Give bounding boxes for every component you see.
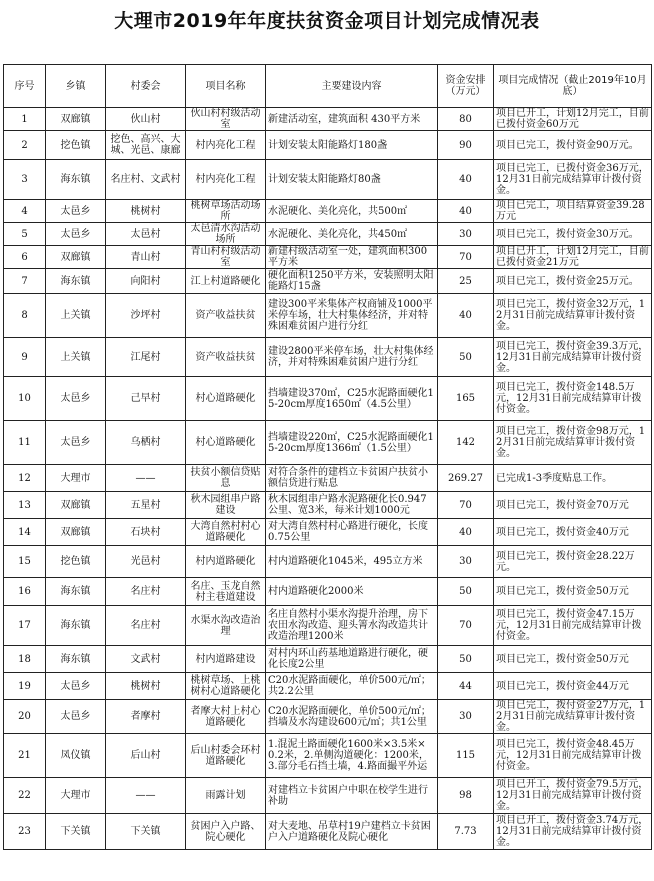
cell-funds: 30 — [438, 223, 494, 246]
cell-town: 太邑乡 — [46, 200, 106, 223]
table-row — [4, 200, 652, 223]
cell-funds: 115 — [438, 734, 494, 778]
cell-town: 双廊镇 — [46, 246, 106, 269]
cell-town: 海东镇 — [46, 646, 106, 673]
cell-funds: 44 — [438, 673, 494, 700]
cell-village: 文武村 — [106, 646, 186, 673]
cell-status: 项目已完工，拨付资金25万元。 — [494, 269, 652, 294]
cell-funds: 70 — [438, 492, 494, 519]
cell-project: 贫困户入户路、院心硬化 — [186, 814, 266, 850]
cell-status: 项目已完工，拨付资金39.3万元，12月31日前完成结算审计拨付资金。 — [494, 338, 652, 377]
cell-village: 者摩村 — [106, 700, 186, 734]
header-funds: 资金安排（万元） — [438, 65, 494, 108]
cell-village: 名庄村 — [106, 606, 186, 646]
cell-town: 下关镇 — [46, 814, 106, 850]
cell-status: 项目已完工，拨付资金50万元 — [494, 646, 652, 673]
table-row — [4, 223, 652, 246]
cell-village: 石块村 — [106, 519, 186, 546]
cell-town: 海东镇 — [46, 269, 106, 294]
cell-town: 挖色镇 — [46, 131, 106, 160]
cell-content: 建设2800平米停车场，壮大村集体经济，并对特殊困难贫困户进行分红 — [266, 338, 438, 377]
cell-project: 后山村委会环村道路硬化 — [186, 734, 266, 778]
cell-town: 上关镇 — [46, 338, 106, 377]
cell-content: 对大湾自然村村心路进行硬化，长度0.75公里 — [266, 519, 438, 546]
cell-village: 五星村 — [106, 492, 186, 519]
cell-village: 下关镇 — [106, 814, 186, 850]
cell-village: —— — [106, 465, 186, 492]
cell-town: 太邑乡 — [46, 673, 106, 700]
cell-no: 16 — [4, 578, 46, 606]
cell-town: 大理市 — [46, 778, 106, 814]
cell-status: 项目已完工，拨付资金48.45万元，12月31日前完成结算审计拨付资金。 — [494, 734, 652, 778]
header-project: 项目名称 — [186, 65, 266, 108]
cell-project: 雨露计划 — [186, 778, 266, 814]
cell-content: 村内道路硬化2000米 — [266, 578, 438, 606]
cell-no: 11 — [4, 421, 46, 465]
table-row — [4, 814, 652, 850]
cell-funds: 269.27 — [438, 465, 494, 492]
cell-project: 江上村道路硬化 — [186, 269, 266, 294]
cell-town: 大理市 — [46, 465, 106, 492]
cell-status: 项目已完工，拨付资金98万元，12月31日前完成结算审计拨付资金。 — [494, 421, 652, 465]
cell-funds: 50 — [438, 646, 494, 673]
cell-content: 对符合条件的建档立卡贫困户扶贫小额信贷进行贴息 — [266, 465, 438, 492]
cell-status: 项目已开工，计划12月完工，目前已拨付资金60万元 — [494, 108, 652, 131]
document-title: 大理市2019年年度扶贫资金项目计划完成情况表 — [114, 10, 540, 32]
cell-project: 名庄、玉龙自然村主巷道建设 — [186, 578, 266, 606]
cell-village: 光邑村 — [106, 546, 186, 578]
cell-village: 后山村 — [106, 734, 186, 778]
cell-content: C20水泥路面硬化，单价500元/㎡；挡墙及水沟建设600元/㎡；共1公里 — [266, 700, 438, 734]
cell-village: 己早村 — [106, 377, 186, 421]
table-row — [4, 546, 652, 578]
cell-funds: 70 — [438, 246, 494, 269]
header-row — [4, 65, 652, 108]
cell-village: 沙坪村 — [106, 294, 186, 338]
cell-project: 水渠水沟改造治理 — [186, 606, 266, 646]
cell-status: 项目已开工，拨付资金79.5万元，12月31日前完成结算审计拨付资金。 — [494, 778, 652, 814]
cell-content: 计划安装太阳能路灯80盏 — [266, 160, 438, 200]
table-row — [4, 294, 652, 338]
cell-project: 青山村村级活动室 — [186, 246, 266, 269]
cell-town: 上关镇 — [46, 294, 106, 338]
table-row — [4, 246, 652, 269]
table-row — [4, 646, 652, 673]
cell-no: 19 — [4, 673, 46, 700]
table-row — [4, 673, 652, 700]
cell-content: 对建档立卡贫困户中职在校学生进行补助 — [266, 778, 438, 814]
table-row — [4, 377, 652, 421]
cell-funds: 30 — [438, 700, 494, 734]
cell-funds: 90 — [438, 131, 494, 160]
cell-no: 2 — [4, 131, 46, 160]
cell-project: 太邑清水沟活动场所 — [186, 223, 266, 246]
table-row — [4, 606, 652, 646]
header-town: 乡镇 — [46, 65, 106, 108]
cell-project: 村内道路硬化 — [186, 546, 266, 578]
table-row — [4, 578, 652, 606]
cell-village: 太邑村 — [106, 223, 186, 246]
cell-no: 20 — [4, 700, 46, 734]
funds-table — [3, 64, 652, 850]
table-row — [4, 700, 652, 734]
cell-content: 1.混泥土路面硬化1600米×3.5米×0.2米，2.单侧沟道硬化：1200米，3.部分毛石挡土墙，4.路面撮平外运 — [266, 734, 438, 778]
cell-project: 桃树草场活动场所 — [186, 200, 266, 223]
cell-project: 村内道路建设 — [186, 646, 266, 673]
cell-village: —— — [106, 778, 186, 814]
cell-no: 14 — [4, 519, 46, 546]
table-body — [4, 108, 652, 850]
cell-no: 8 — [4, 294, 46, 338]
cell-content: 挡墙建设370㎡，C25水泥路面硬化15-20cm厚度1650㎡（4.5公里） — [266, 377, 438, 421]
header-no: 序号 — [4, 65, 46, 108]
cell-status: 项目已完工，拨付资金90万元。 — [494, 131, 652, 160]
cell-project: 者摩大村上村心道路硬化 — [186, 700, 266, 734]
cell-no: 4 — [4, 200, 46, 223]
cell-content: 计划安装太阳能路灯180盏 — [266, 131, 438, 160]
cell-no: 10 — [4, 377, 46, 421]
cell-project: 扶贫小额信贷贴息 — [186, 465, 266, 492]
cell-funds: 165 — [438, 377, 494, 421]
cell-content: 挡墙建设220㎡，C25水泥路面硬化15-20cm厚度1366㎡（1.5公里） — [266, 421, 438, 465]
cell-content: 对村内环山药基地道路进行硬化，硬化长度2公里 — [266, 646, 438, 673]
cell-project: 秋木园组串户路建设 — [186, 492, 266, 519]
cell-content: 村内道路硬化1045米，495立方米 — [266, 546, 438, 578]
table-row — [4, 269, 652, 294]
cell-town: 太邑乡 — [46, 377, 106, 421]
cell-content: C20水泥路面硬化，单价500元/㎡；共2.2公里 — [266, 673, 438, 700]
table-row — [4, 160, 652, 200]
cell-no: 5 — [4, 223, 46, 246]
cell-town: 海东镇 — [46, 578, 106, 606]
cell-town: 双廊镇 — [46, 108, 106, 131]
table-row — [4, 734, 652, 778]
cell-status: 项目已完工，拨付资金50万元 — [494, 578, 652, 606]
cell-no: 13 — [4, 492, 46, 519]
cell-town: 海东镇 — [46, 160, 106, 200]
cell-project: 村内亮化工程 — [186, 160, 266, 200]
cell-content: 秋木园组串户路水泥路硬化长0.947公里、宽3米，每米计划1000元 — [266, 492, 438, 519]
cell-town: 太邑乡 — [46, 421, 106, 465]
cell-no: 21 — [4, 734, 46, 778]
cell-funds: 40 — [438, 519, 494, 546]
header-status: 项目完成情况（截止2019年10月底） — [494, 65, 652, 108]
cell-no: 12 — [4, 465, 46, 492]
cell-content: 对大麦地、吊草村19户建档立卡贫困户入户道路硬化及院心硬化 — [266, 814, 438, 850]
cell-town: 凤仪镇 — [46, 734, 106, 778]
cell-town: 双廊镇 — [46, 492, 106, 519]
cell-content: 新建村级活动室一处，建筑面积300平方米 — [266, 246, 438, 269]
cell-village: 名庄村 — [106, 578, 186, 606]
cell-project: 伙山村村级活动室 — [186, 108, 266, 131]
cell-status: 项目已完工，拨付资金44万元 — [494, 673, 652, 700]
cell-content: 名庄自然村小渠水沟提升治理，房下农田水沟改造、迎头箐水沟改造共计改造治理1200米 — [266, 606, 438, 646]
cell-status: 已完成1-3季度贴息工作。 — [494, 465, 652, 492]
cell-no: 7 — [4, 269, 46, 294]
table-row — [4, 465, 652, 492]
cell-project: 村心道路硬化 — [186, 421, 266, 465]
cell-project: 大湾自然村村心道路硬化 — [186, 519, 266, 546]
cell-status: 项目已完工，拨付资金47.15万元，12月31日前完成结算审计拨付资金。 — [494, 606, 652, 646]
cell-status: 项目已开工，拨付资金3.74万元，12月31日前完成结算审计拨付资金。 — [494, 814, 652, 850]
cell-status: 项目已完工，拨付资金28.22万元。 — [494, 546, 652, 578]
cell-funds: 40 — [438, 200, 494, 223]
cell-town: 挖色镇 — [46, 546, 106, 578]
cell-village: 向阳村 — [106, 269, 186, 294]
cell-no: 15 — [4, 546, 46, 578]
cell-no: 1 — [4, 108, 46, 131]
cell-town: 太邑乡 — [46, 223, 106, 246]
cell-content: 水泥硬化、美化亮化，共450㎡ — [266, 223, 438, 246]
cell-village: 乌栖村 — [106, 421, 186, 465]
cell-village: 伙山村 — [106, 108, 186, 131]
cell-funds: 40 — [438, 294, 494, 338]
table-row — [4, 421, 652, 465]
cell-no: 17 — [4, 606, 46, 646]
cell-project: 资产收益扶贫 — [186, 294, 266, 338]
cell-funds: 142 — [438, 421, 494, 465]
cell-funds: 70 — [438, 606, 494, 646]
cell-no: 18 — [4, 646, 46, 673]
cell-content: 水泥硬化、美化亮化，共500㎡ — [266, 200, 438, 223]
table-row — [4, 338, 652, 377]
cell-funds: 40 — [438, 160, 494, 200]
cell-no: 3 — [4, 160, 46, 200]
table-row — [4, 108, 652, 131]
cell-funds: 80 — [438, 108, 494, 131]
table-row — [4, 492, 652, 519]
cell-village: 挖色、高兴、大城、光邑、康廊 — [106, 131, 186, 160]
header-content: 主要建设内容 — [266, 65, 438, 108]
cell-content: 硬化面积1250平方米，安装照明太阳能路灯15盏 — [266, 269, 438, 294]
cell-town: 海东镇 — [46, 606, 106, 646]
cell-no: 9 — [4, 338, 46, 377]
cell-no: 6 — [4, 246, 46, 269]
cell-town: 太邑乡 — [46, 700, 106, 734]
cell-status: 项目已完工，拨付资金70万元 — [494, 492, 652, 519]
cell-village: 名庄村、文武村 — [106, 160, 186, 200]
cell-status: 项目已完工，拨付资金30万元。 — [494, 223, 652, 246]
cell-project: 村心道路硬化 — [186, 377, 266, 421]
cell-status: 项目已完工，拨付资金32万元，12月31日前完成结算审计拨付资金。 — [494, 294, 652, 338]
cell-status: 项目已完工，拨付资金148.5万元，12月31日前完成结算审计拨付资金。 — [494, 377, 652, 421]
cell-no: 22 — [4, 778, 46, 814]
table-row — [4, 519, 652, 546]
cell-village: 青山村 — [106, 246, 186, 269]
cell-no: 23 — [4, 814, 46, 850]
table-row — [4, 131, 652, 160]
cell-project: 桃树草场、上桃树村心道路硬化 — [186, 673, 266, 700]
cell-status: 项目已完工，已拨付资金36万元，12月31日前完成结算审计拨付资金。 — [494, 160, 652, 200]
cell-content: 新建活动室，建筑面积 430平方米 — [266, 108, 438, 131]
cell-project: 资产收益扶贫 — [186, 338, 266, 377]
cell-funds: 30 — [438, 546, 494, 578]
cell-town: 双廊镇 — [46, 519, 106, 546]
cell-status: 项目已完工，拨付资金27万元，12月31日前完成结算审计拨付资金。 — [494, 700, 652, 734]
table-row — [4, 778, 652, 814]
cell-project: 村内亮化工程 — [186, 131, 266, 160]
cell-status: 项目已完工，项目结算资金39.28万元 — [494, 200, 652, 223]
header-village: 村委会 — [106, 65, 186, 108]
cell-funds: 98 — [438, 778, 494, 814]
cell-village: 桃树村 — [106, 200, 186, 223]
cell-status: 项目已完工，拨付资金40万元 — [494, 519, 652, 546]
cell-village: 桃树村 — [106, 673, 186, 700]
cell-funds: 25 — [438, 269, 494, 294]
cell-status: 项目已开工，计划12月完工，目前已拨付资金21万元 — [494, 246, 652, 269]
cell-funds: 50 — [438, 338, 494, 377]
cell-village: 江尾村 — [106, 338, 186, 377]
cell-funds: 7.73 — [438, 814, 494, 850]
cell-funds: 50 — [438, 578, 494, 606]
cell-content: 建设300平米集体产权商铺及1000平米停车场，壮大村集体经济，并对特殊困难贫困户进行分红 — [266, 294, 438, 338]
